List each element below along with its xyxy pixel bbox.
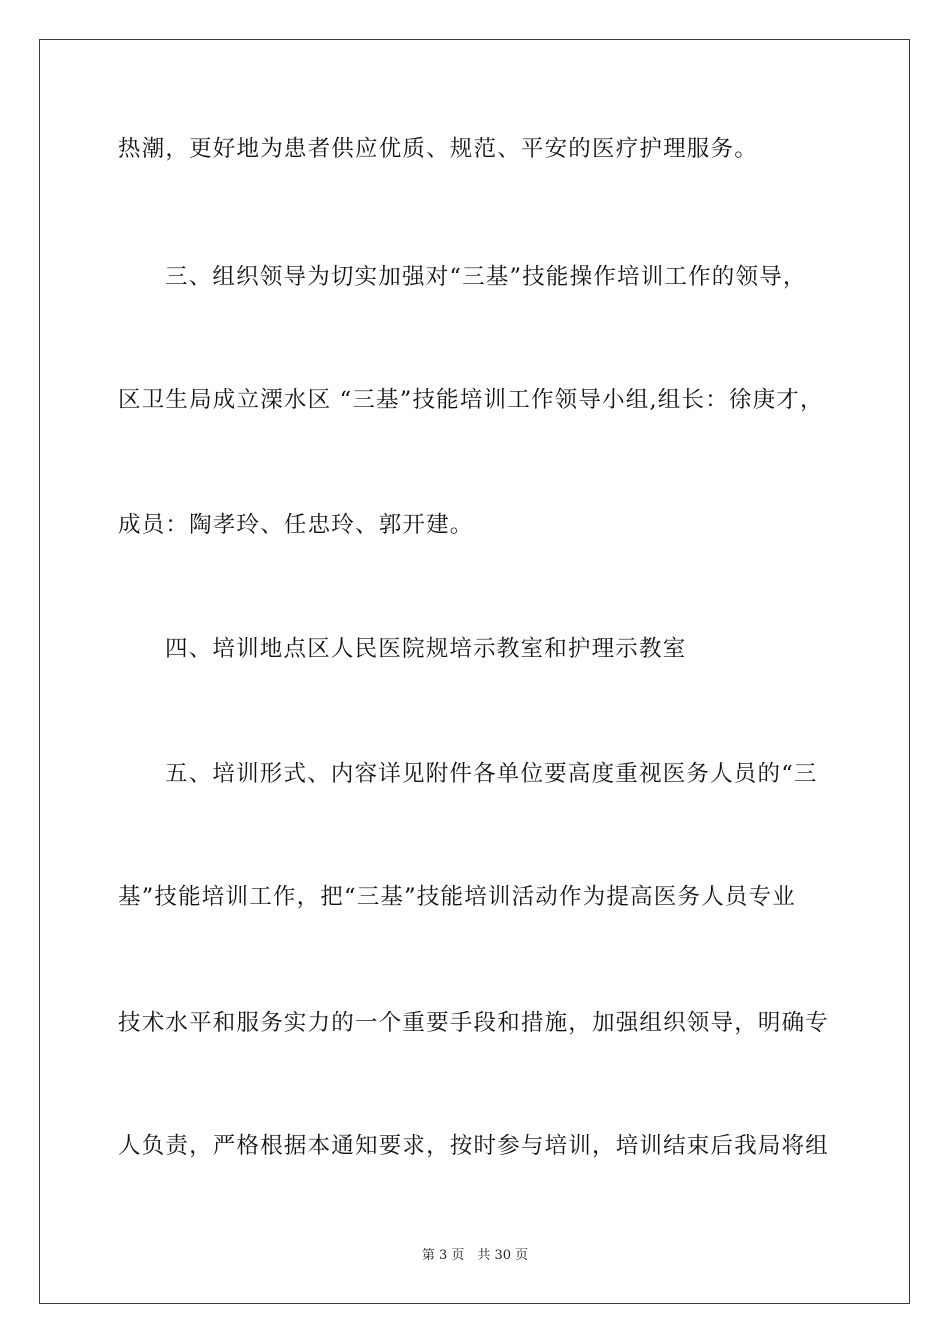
body-line-7: 基”技能培训工作，把“三基”技能培训活动作为提高医务人员专业 (118, 884, 797, 910)
section-3-heading-line: 三、组织领导为切实加强对“三基”技能操作培训工作的领导， (165, 264, 807, 290)
body-line-8: 技术水平和服务实力的一个重要手段和措施，加强组织领导，明确专 (118, 1010, 830, 1036)
page-number-footer: 第 3 页 共 30 页 (421, 1248, 529, 1263)
body-line-9: 人负责，严格根据本通知要求，按时参与培训，培训结束后我局将组 (118, 1133, 830, 1159)
body-line-1: 热潮，更好地为患者供应优质、规范、平安的医疗护理服务。 (118, 136, 758, 162)
section-5-heading-line: 五、培训形式、内容详见附件各单位要高度重视医务人员的“三 (165, 761, 818, 787)
body-line-4: 成员：陶孝玲、任忠玲、郭开建。 (118, 512, 474, 538)
page-border (39, 39, 910, 1304)
body-line-3: 区卫生局成立溧水区 “三基”技能培训工作领导小组,组长：徐庚才， (118, 387, 824, 413)
section-4-heading-line: 四、培训地点区人民医院规培示教室和护理示教室 (165, 636, 687, 662)
